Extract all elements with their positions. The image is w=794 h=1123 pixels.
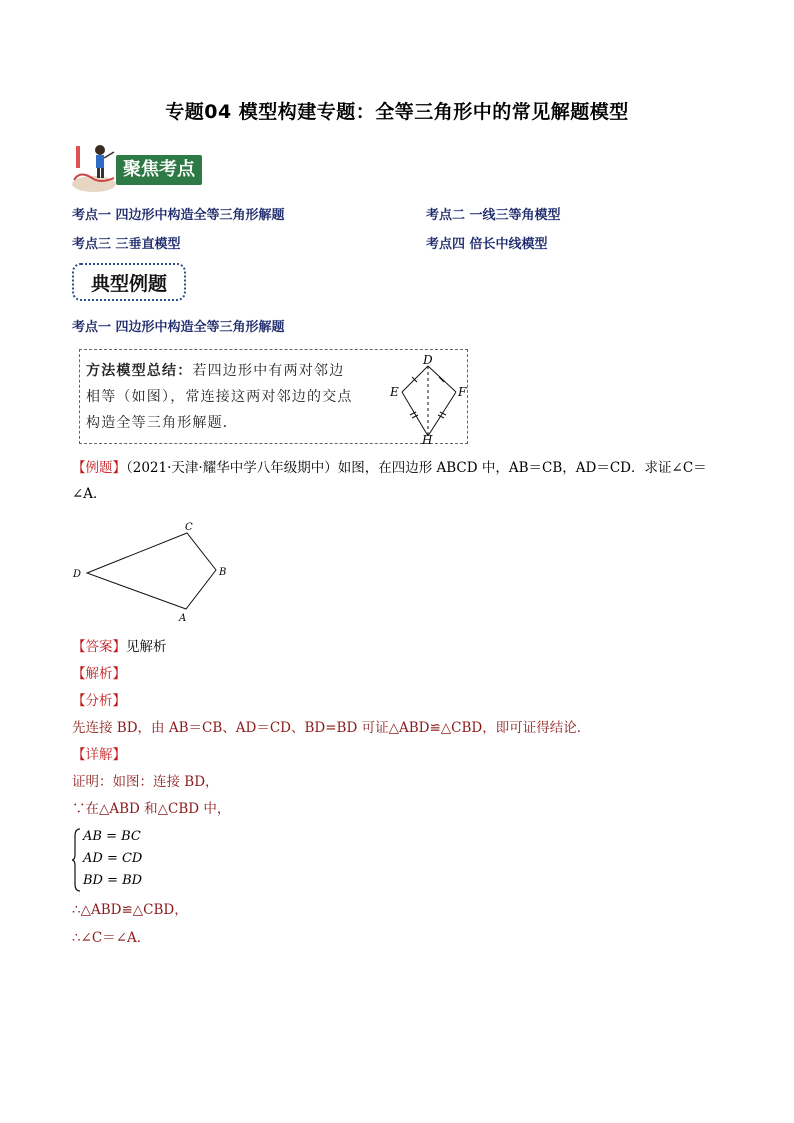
equation-2: AD = CD <box>83 851 143 866</box>
left-brace-icon <box>72 828 82 892</box>
detail-tag: 【详解】 <box>72 747 126 763</box>
fenxi-text: 先连接 BD，由 AB＝CB、AD＝CD、BD=BD 可证△ABD≌△CBD，即可证得结论． <box>72 720 591 736</box>
example-text-1: 如图，在四边形 ABCD 中，AB＝CB，AD＝CD．求证∠C＝ <box>337 460 707 476</box>
answer-line <box>72 637 167 657</box>
toc-item-4[interactable]: 考点四 倍长中线模型 <box>426 237 548 252</box>
section-heading: 考点一 四边形中构造全等三角形解题 <box>72 320 285 335</box>
method-text-line1: 若四边形中有两对邻边 <box>192 363 345 379</box>
focus-banner-label: 聚焦考点 <box>116 155 202 185</box>
toc-item-2[interactable]: 考点二 一线三等角模型 <box>426 208 561 223</box>
detail-line-4: ∴∠C＝∠A． <box>72 930 151 946</box>
method-summary-box <box>79 349 468 444</box>
toc-item-3[interactable]: 考点三 三垂直模型 <box>72 237 181 252</box>
answer-text: 见解析 <box>126 639 167 655</box>
figure-label-B: B <box>219 567 227 578</box>
quadrilateral-figure <box>70 520 240 630</box>
equation-3: BD = BD <box>83 873 143 888</box>
method-text-line2: 相等（如图），常连接这两对邻边的交点 <box>86 389 353 405</box>
method-label: 方法模型总结： <box>86 363 193 379</box>
detail-line-3: ∴△ABD≌△CBD， <box>72 902 188 918</box>
answer-tag: 【答案】 <box>72 639 126 655</box>
figure-label-D: D <box>73 569 82 580</box>
kite-label-left: E <box>390 385 399 399</box>
toc-item-1[interactable]: 考点一 四边形中构造全等三角形解题 <box>72 208 285 223</box>
fenxi-tag: 【分析】 <box>72 693 126 709</box>
detail-line-1: 证明：如图：连接 BD， <box>72 774 219 790</box>
example-line-2: ∠A． <box>72 486 107 502</box>
equation-system <box>72 826 152 892</box>
example-source: （2021·天津·耀华中学八年级期中） <box>126 460 338 476</box>
method-text-line3: 构造全等三角形解题． <box>86 415 238 431</box>
kite-figure <box>378 352 468 444</box>
detail-line-2: ∵在△ABD 和△CBD 中， <box>72 801 231 817</box>
kite-label-right: F <box>458 385 467 399</box>
figure-label-C: C <box>185 522 193 533</box>
page-title: 专题04 模型构建专题：全等三角形中的常见解题模型 <box>165 101 629 123</box>
kite-label-top: D <box>423 353 433 367</box>
figure-label-A: A <box>179 613 187 624</box>
kite-label-bottom: H <box>422 433 433 444</box>
analysis-tag: 【解析】 <box>72 666 126 682</box>
typical-examples-label: 典型例题 <box>72 263 186 301</box>
focus-banner <box>70 140 202 196</box>
equation-1: AB = BC <box>83 829 141 844</box>
method-summary-text <box>86 358 376 436</box>
example-line-1 <box>72 458 712 478</box>
example-tag: 【例题】 <box>72 460 126 476</box>
